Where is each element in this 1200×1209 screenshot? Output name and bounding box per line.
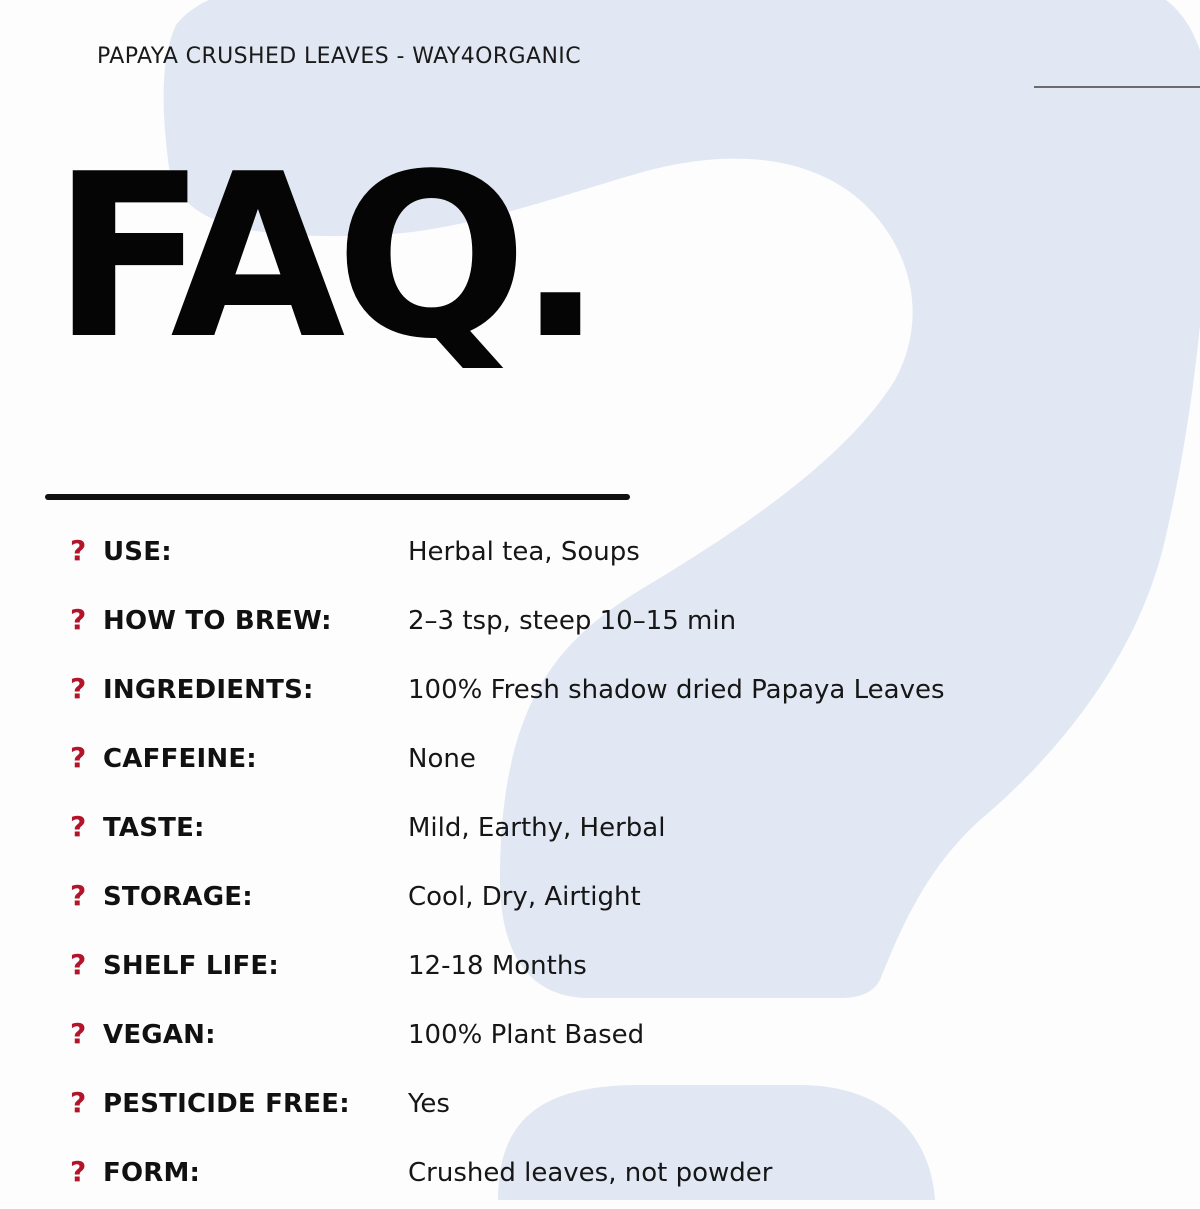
- faq-value: Mild, Earthy, Herbal: [408, 813, 666, 843]
- header-divider: [1034, 86, 1200, 88]
- faq-row-use: [0, 519, 1200, 588]
- faq-label: STORAGE:: [103, 882, 253, 912]
- faq-value: Yes: [408, 1089, 450, 1119]
- question-mark-icon: ?: [70, 672, 87, 705]
- question-mark-icon: ?: [70, 603, 87, 636]
- faq-value: 100% Fresh shadow dried Papaya Leaves: [408, 675, 945, 705]
- faq-row-taste: [0, 795, 1200, 864]
- faq-label: USE:: [103, 537, 172, 567]
- faq-value: 100% Plant Based: [408, 1020, 645, 1050]
- faq-value: Cool, Dry, Airtight: [408, 882, 641, 912]
- heading-divider: [45, 494, 630, 500]
- question-mark-icon: ?: [70, 1155, 87, 1188]
- faq-value: 12-18 Months: [408, 951, 587, 981]
- question-mark-icon: ?: [70, 948, 87, 981]
- header-title: PAPAYA CRUSHED LEAVES - WAY4ORGANIC: [97, 44, 581, 69]
- faq-row-vegan: [0, 1002, 1200, 1071]
- faq-label: SHELF LIFE:: [103, 951, 279, 981]
- faq-label: TASTE:: [103, 813, 205, 843]
- faq-label: FORM:: [103, 1158, 201, 1188]
- faq-row-shelf-life: [0, 933, 1200, 1002]
- faq-label: HOW TO BREW:: [103, 606, 332, 636]
- faq-value: 2–3 tsp, steep 10–15 min: [408, 606, 737, 636]
- faq-row-form: [0, 1140, 1200, 1209]
- faq-row-caffeine: [0, 726, 1200, 795]
- faq-value: Herbal tea, Soups: [408, 537, 640, 567]
- faq-label: INGREDIENTS:: [103, 675, 314, 705]
- faq-row-pesticide-free: [0, 1071, 1200, 1140]
- question-mark-icon: ?: [70, 1086, 87, 1119]
- faq-row-ingredients: [0, 657, 1200, 726]
- question-mark-icon: ?: [70, 879, 87, 912]
- faq-row-how-to-brew: [0, 588, 1200, 657]
- question-mark-icon: ?: [70, 810, 87, 843]
- question-mark-icon: ?: [70, 1017, 87, 1050]
- faq-label: VEGAN:: [103, 1020, 216, 1050]
- question-mark-icon: ?: [70, 534, 87, 567]
- question-mark-icon: ?: [70, 741, 87, 774]
- faq-value: Crushed leaves, not powder: [408, 1158, 773, 1188]
- faq-row-storage: [0, 864, 1200, 933]
- faq-value: None: [408, 744, 476, 774]
- faq-label: PESTICIDE FREE:: [103, 1089, 350, 1119]
- faq-label: CAFFEINE:: [103, 744, 257, 774]
- page-heading: FAQ.: [52, 126, 594, 389]
